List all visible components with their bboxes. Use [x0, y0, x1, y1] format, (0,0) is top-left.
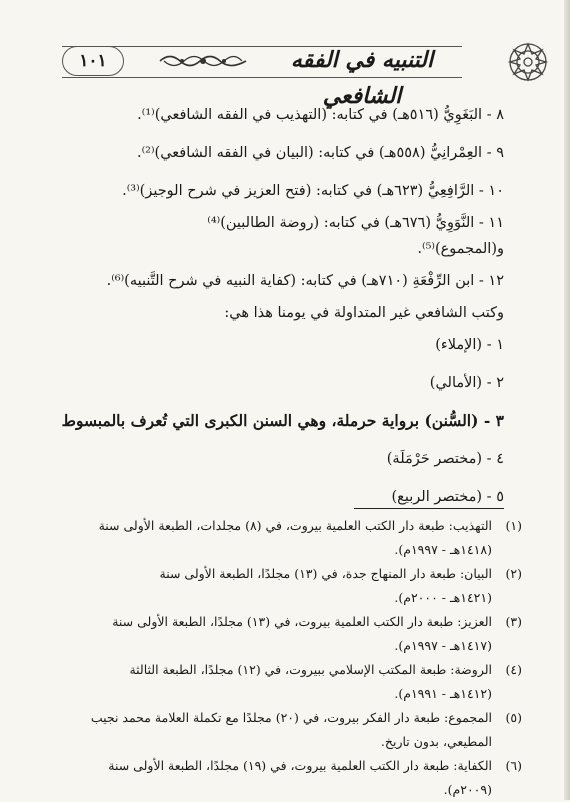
footnotes: [52, 514, 522, 802]
footnote-line: الروضة: طبعة المكتب الإسلامي ببيروت، في (١٢) مجلدًا، الطبعة الثالثة: [129, 662, 492, 677]
page-edge: [564, 0, 570, 800]
footnote-line: (١٤١٢هـ - ١٩٩١م).: [394, 686, 492, 701]
book-title: التنبيه في الفقه الشافعي: [290, 47, 434, 109]
footnote-number: (٤): [505, 662, 522, 677]
text-line: ٢ - (الأمالي): [429, 375, 504, 391]
footnote-line: البيان: طبعة دار المنهاج جدة، في (١٣) مجلدًا، الطبعة الأولى سنة: [159, 566, 492, 581]
text-line: و(المجموع)⁽⁵⁾.: [417, 241, 504, 257]
main-text: [52, 96, 504, 516]
footnote-line: (٢٠٠٩م).: [443, 782, 492, 797]
footnote-line: المطيعي، بدون تاريخ.: [380, 734, 492, 749]
footnote: [52, 706, 522, 754]
footnote: [52, 754, 522, 802]
ornament-icon: [158, 50, 248, 72]
text-line: ١٢ - ابن الرِّفْعَةِ (٧١٠هـ) في كتابه: (كفاية النبيه في شرح التَّنبيه)⁽⁶⁾.: [106, 273, 504, 289]
footnote: [52, 658, 522, 706]
footnote-number: (٥): [505, 710, 522, 725]
footnote-number: (١): [505, 518, 522, 533]
text-line: ٥ - (مختصر الربيع): [391, 489, 504, 505]
text-line: ١١ - النَّوَوِيُّ (٦٧٦هـ) في كتابه: (روضة الطالبين)⁽⁴⁾: [207, 215, 504, 231]
footnote-number: (٣): [505, 614, 522, 629]
footnote: [52, 610, 522, 658]
footnote-divider: [354, 508, 504, 509]
footnote-line: العزيز: طبعة دار الكتب العلمية بيروت، في (١٣) مجلدًا، الطبعة الأولى سنة: [112, 614, 492, 629]
text-line: ٣ - (السُّنن) برواية حرملة، وهي السنن الكبرى التي تُعرف بالمبسوط: [61, 411, 504, 430]
footnote-line: (١٤١٨هـ - ١٩٩٧م).: [394, 542, 492, 557]
footnote-line: (١٤٢١هـ - ٢٠٠٠م).: [394, 590, 492, 605]
rosette-icon: [506, 40, 550, 84]
page-number: ١٠١: [62, 46, 124, 76]
text-line: وكتب الشافعي غير المتداولة في يومنا هذا هي:: [224, 305, 504, 321]
text-line: ٨ - البَغَوِيُّ (٥١٦هـ) في كتابه: (التهذيب في الفقه الشافعي)⁽¹⁾.: [137, 107, 504, 123]
footnote-line: المجموع: طبعة دار الفكر بيروت، في (٢٠) مجلدًا مع تكملة العلامة محمد نجيب: [90, 710, 492, 725]
text-line: ٤ - (مختصر حَرْمَلَة): [386, 451, 504, 467]
text-line: ١ - (الإملاء): [435, 337, 504, 353]
text-line: ٩ - العِمْرانِيُّ (٥٥٨هـ) في كتابه: (البيان في الفقه الشافعي)⁽²⁾.: [136, 145, 504, 161]
footnote: [52, 562, 522, 610]
text-line: ١٠ - الرَّافِعِيُّ (٦٢٣هـ) في كتابه: (فتح العزيز في شرح الوجيز)⁽³⁾.: [122, 183, 504, 199]
footnote-line: التهذيب: طبعة دار الكتب العلمية بيروت، في (٨) مجلدات، الطبعة الأولى سنة: [98, 518, 492, 533]
footnote-line: الكفاية: طبعة دار الكتب العلمية بيروت، في (١٩) مجلدًا، الطبعة الأولى سنة: [108, 758, 492, 773]
footnote-line: (١٤١٧هـ - ١٩٩٧م).: [394, 638, 492, 653]
footnote-number: (٢): [505, 566, 522, 581]
footnote: [52, 514, 522, 562]
running-header: [62, 40, 550, 109]
footnote-number: (٦): [505, 758, 522, 773]
